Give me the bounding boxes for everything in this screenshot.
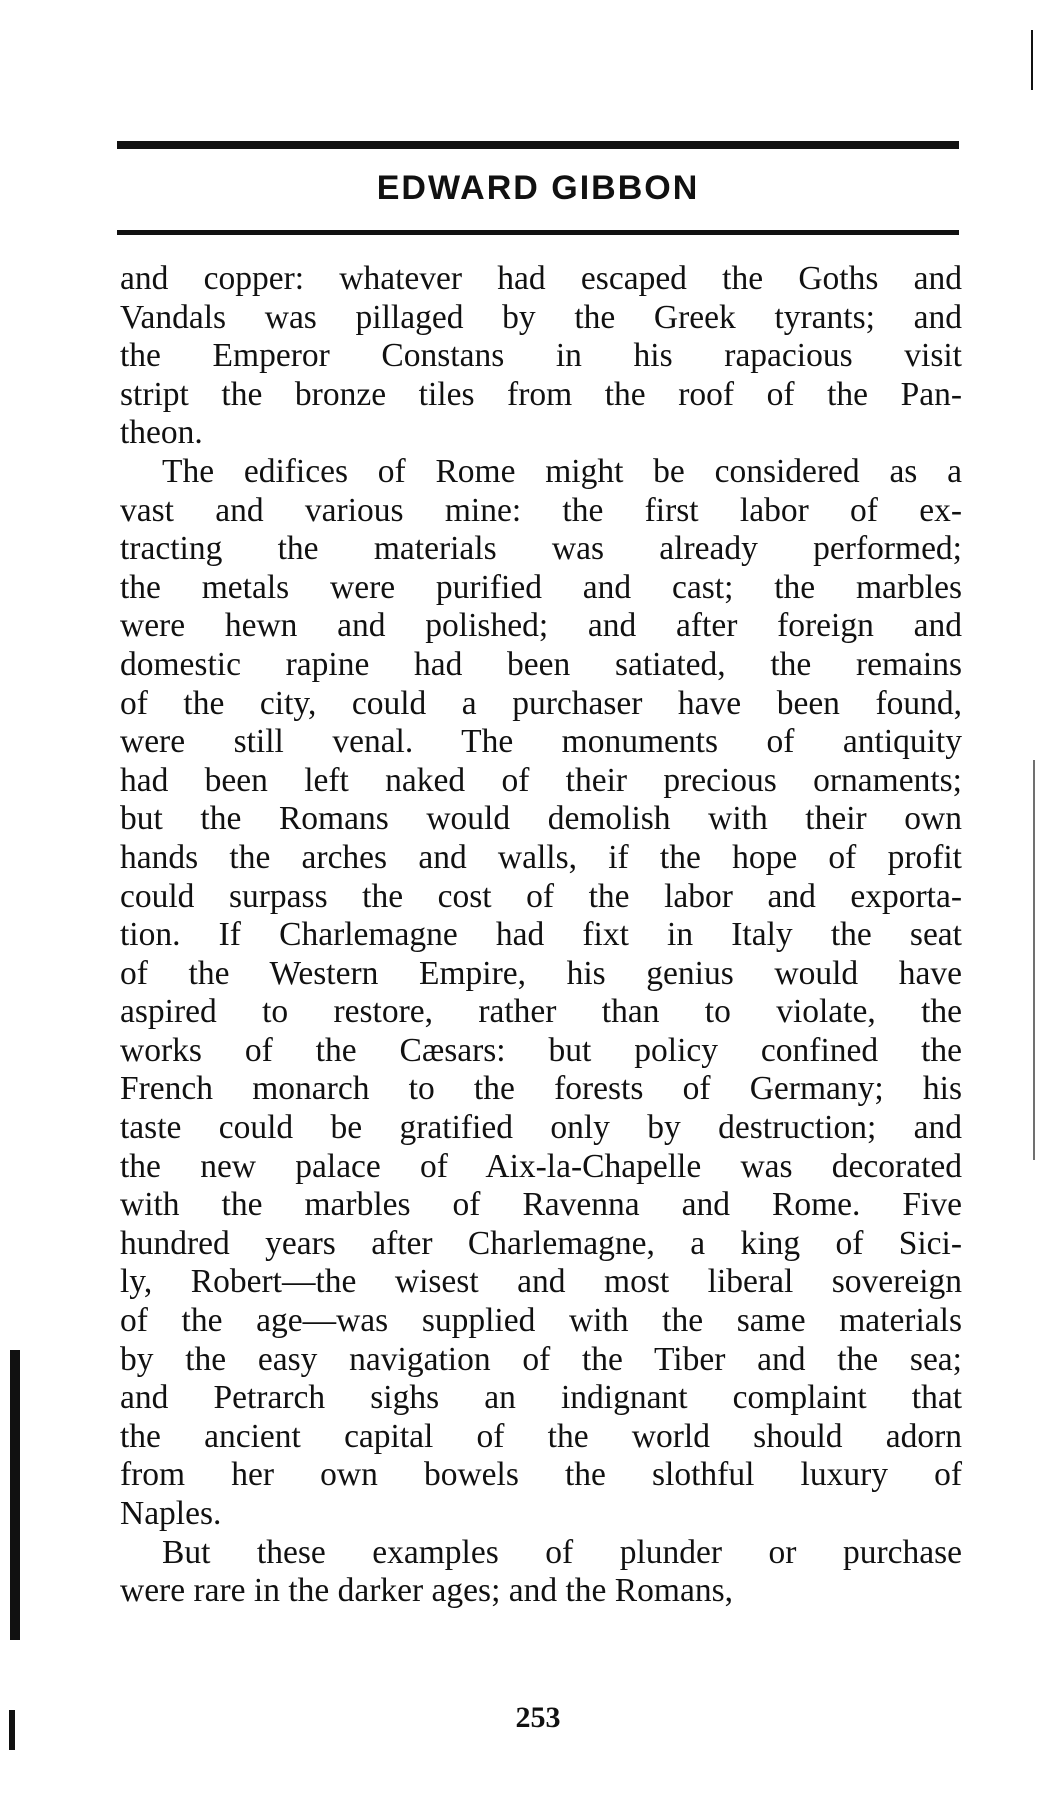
text-line: but the Romans would demolish with their own (120, 800, 962, 838)
body-text (120, 260, 962, 1611)
text-line: the Emperor Constans in his rapacious visit (120, 337, 962, 375)
text-line: of the age—was supplied with the same materials (120, 1302, 962, 1340)
scan-edge-mark-left-lower (9, 1710, 15, 1750)
scan-edge-mark-left (10, 1350, 20, 1640)
text-line: French monarch to the forests of Germany; his (120, 1070, 962, 1108)
text-line: works of the Cæsars: but policy confined the (120, 1031, 962, 1069)
text-line: Vandals was pillaged by the Greek tyrants; and (120, 298, 962, 336)
text-line: and Petrarch sighs an indignant complaint that (120, 1379, 962, 1417)
scan-edge-mark-right (1031, 30, 1033, 90)
text-line: were still venal. The monuments of antiquity (120, 723, 962, 761)
text-line: The edifices of Rome might be considered as a (162, 452, 962, 490)
text-line: aspired to restore, rather than to violate, the (120, 993, 962, 1031)
text-line: hundred years after Charlemagne, a king of Sici- (120, 1224, 962, 1262)
text-line: of the city, could a purchaser have been found, (120, 684, 962, 722)
text-line: had been left naked of their precious ornaments; (120, 761, 962, 799)
text-line: the ancient capital of the world should adorn (120, 1417, 962, 1455)
text-line: and copper: whatever had escaped the Goths and (120, 260, 962, 297)
header-rule-bottom (117, 230, 959, 235)
text-line: But these examples of plunder or purchase (162, 1533, 962, 1571)
text-line: stript the bronze tiles from the roof of the Pan- (120, 375, 962, 413)
text-line: with the marbles of Ravenna and Rome. Five (120, 1186, 962, 1224)
text-line: the new palace of Aix-la-Chapelle was decorated (120, 1147, 962, 1185)
text-line: were rare in the darker ages; and the Romans, (120, 1572, 733, 1610)
text-line: taste could be gratified only by destruction; and (120, 1109, 962, 1147)
text-line: tracting the materials was already performed; (120, 530, 962, 568)
text-line: Naples. (120, 1495, 222, 1532)
header-rule-top (117, 141, 959, 149)
text-line: were hewn and polished; and after foreign and (120, 607, 962, 645)
page-number: 253 (515, 1701, 561, 1734)
text-line: by the easy navigation of the Tiber and the sea; (120, 1340, 962, 1378)
running-head: EDWARD GIBBON (376, 169, 700, 207)
text-line: tion. If Charlemagne had fixt in Italy the seat (120, 916, 962, 954)
scan-edge-mark-right-lower (1033, 760, 1035, 1160)
text-line: vast and various mine: the first labor of ex- (120, 491, 962, 529)
text-line: of the Western Empire, his genius would have (120, 954, 962, 992)
text-line: could surpass the cost of the labor and exporta- (120, 877, 962, 915)
text-line: the metals were purified and cast; the marbles (120, 568, 962, 606)
text-line: ly, Robert—the wisest and most liberal sovereign (120, 1263, 962, 1301)
text-line: hands the arches and walls, if the hope of profit (120, 838, 962, 876)
text-line: theon. (120, 414, 203, 452)
text-line: from her own bowels the slothful luxury of (120, 1456, 962, 1494)
text-line: domestic rapine had been satiated, the remains (120, 645, 962, 683)
